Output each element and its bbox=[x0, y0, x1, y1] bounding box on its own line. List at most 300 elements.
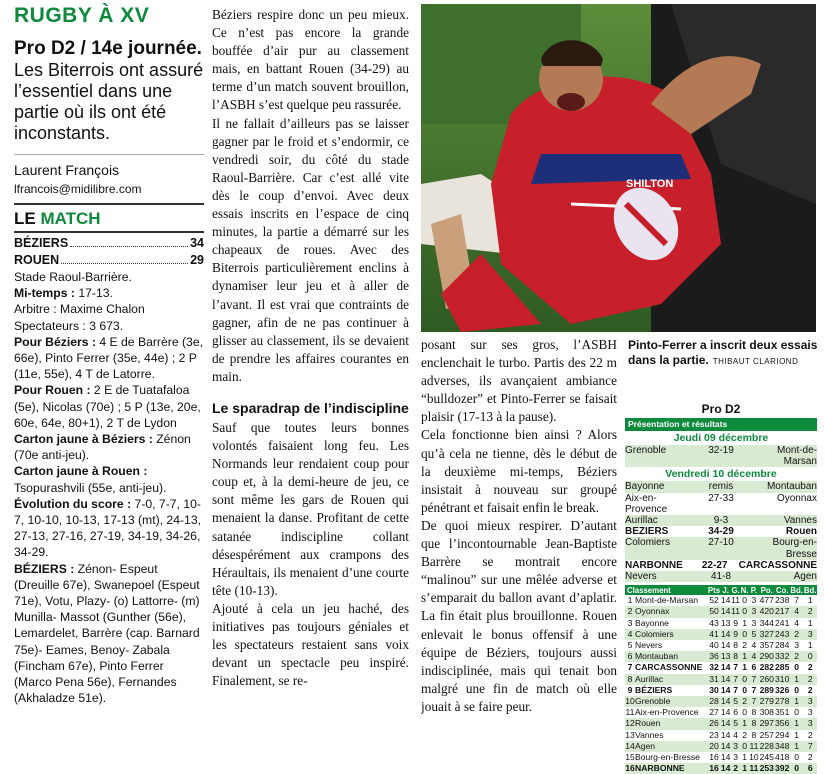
standings-cell: 1 bbox=[807, 617, 813, 628]
standings-cell: 1 bbox=[807, 640, 813, 651]
standings-cell: 16 bbox=[625, 763, 635, 774]
match-detail-label: Carton jaune à Béziers : bbox=[14, 432, 153, 447]
standings-header-cell: P. bbox=[750, 585, 758, 595]
standings-cell: 344 bbox=[759, 617, 774, 628]
standings-cell: 1 bbox=[742, 662, 747, 673]
standings-cell: 3 bbox=[807, 707, 813, 718]
standings-cell: BÉZIERS bbox=[635, 684, 673, 695]
match-detail-label: Pour Béziers : bbox=[14, 334, 96, 349]
standings-cell: 1 bbox=[742, 763, 747, 774]
standings-cell: 50 bbox=[709, 606, 719, 617]
standings-cell: 8 bbox=[751, 707, 757, 718]
standings-cell: 392 bbox=[775, 763, 790, 774]
standings-cell: 243 bbox=[775, 628, 790, 639]
standings-cell: Montauban bbox=[635, 651, 707, 662]
standings-cell: 241 bbox=[775, 617, 790, 628]
standings-cell: 2 bbox=[790, 651, 804, 662]
standings-cell: 14 bbox=[720, 752, 731, 763]
standings-cell: 14 bbox=[720, 696, 731, 707]
match-detail-label: Pour Rouen : bbox=[14, 383, 91, 398]
home-score: 34 bbox=[190, 236, 204, 250]
result-home: Bayonne bbox=[625, 481, 665, 493]
match-title-b: MATCH bbox=[40, 209, 101, 228]
standings-cell: 5 bbox=[627, 640, 633, 651]
result-row bbox=[625, 493, 817, 515]
standings-cell: 7 bbox=[803, 741, 817, 752]
standings-cell: 0 bbox=[742, 740, 747, 751]
standings-cell: 282 bbox=[759, 662, 774, 673]
match-detail-label: Carton jaune à Rouen : bbox=[14, 464, 148, 479]
standings-cell: 9 bbox=[733, 617, 738, 628]
standings-cell: 23 bbox=[709, 729, 719, 740]
standings-row bbox=[625, 662, 817, 673]
standings-row bbox=[625, 651, 817, 662]
match-detail-line bbox=[14, 431, 204, 463]
standings-cell: 11 bbox=[749, 740, 759, 751]
day1-results bbox=[625, 445, 817, 467]
standings-cell: Grenoble bbox=[635, 696, 707, 707]
standings-cell: 2 bbox=[807, 684, 813, 695]
standings-cell: 0 bbox=[742, 673, 747, 684]
standings-cell: 14 bbox=[720, 740, 731, 751]
result-score: 34-29 bbox=[708, 526, 734, 538]
standings-cell: 2 bbox=[742, 729, 747, 740]
standings-cell: 14 bbox=[720, 718, 731, 729]
standings-cell: 7 bbox=[749, 696, 759, 707]
standings-header-cell: G. bbox=[731, 585, 740, 595]
standings-header-cell: Co. bbox=[775, 585, 789, 595]
result-row bbox=[625, 537, 817, 559]
standings-cell: 308 bbox=[759, 707, 774, 718]
standings-cell: 14 bbox=[720, 729, 731, 740]
standings-cell: 297 bbox=[759, 718, 774, 729]
subheading: Le sparadrap de l’indiscipline bbox=[212, 399, 409, 416]
match-detail-line bbox=[14, 285, 204, 301]
standings-cell: 278 bbox=[775, 696, 790, 707]
result-away: Bourg-en-Bresse bbox=[772, 537, 817, 560]
match-detail-line bbox=[14, 496, 204, 561]
standings-cell: 0 bbox=[742, 684, 747, 695]
author-name: Laurent François bbox=[14, 162, 120, 178]
standings-cell: 7 bbox=[733, 684, 738, 695]
standings-cell: 7 bbox=[733, 662, 738, 673]
result-score: remis bbox=[708, 481, 734, 493]
standings-cell: 26 bbox=[709, 718, 719, 729]
standings-cell: 32 bbox=[709, 662, 719, 673]
match-detail-text: Arbitre : Maxime Chalon bbox=[14, 302, 145, 317]
headline-text: Les Biterrois ont assuré l’essentiel dans une partie où ils ont été inconstants. bbox=[14, 60, 204, 143]
match-photo bbox=[421, 4, 816, 332]
standings-cell: 2 bbox=[790, 629, 804, 640]
standings-cell: 2 bbox=[807, 662, 813, 673]
standings-cell: 4 bbox=[749, 651, 759, 662]
away-team: ROUEN bbox=[14, 253, 60, 267]
rugby-player-illustration bbox=[421, 4, 816, 332]
result-row bbox=[625, 481, 817, 492]
standings-cell: 15 bbox=[625, 752, 635, 763]
standings-cell: 1 bbox=[790, 741, 804, 752]
standings-header-cell: Bd. bbox=[790, 585, 803, 595]
standings-cell: 13 bbox=[720, 617, 731, 628]
standings-cell: 30 bbox=[709, 684, 719, 695]
standings-cell: 43 bbox=[709, 617, 719, 628]
standings-cell: 289 bbox=[759, 684, 774, 695]
standings-cell: 6 bbox=[733, 707, 738, 718]
author-email[interactable]: lfrancois@midilibre.com bbox=[14, 182, 142, 196]
result-home: Colomiers bbox=[625, 537, 671, 549]
standings-cell: Mont-de-Marsan bbox=[635, 595, 699, 606]
standings-cell: 3 bbox=[733, 752, 738, 763]
results-band: Présentation et résultats bbox=[625, 418, 817, 431]
standings-cell: Aurillac bbox=[635, 674, 707, 685]
standings-cell: 332 bbox=[775, 651, 790, 662]
standings-cell: 238 bbox=[775, 595, 790, 606]
standings-cell: 1 bbox=[742, 617, 747, 628]
standings-cell: Vannes bbox=[635, 729, 664, 740]
standings-body bbox=[625, 595, 817, 774]
match-detail-line bbox=[14, 334, 204, 383]
standings-cell: 7 bbox=[751, 684, 757, 695]
standings-row bbox=[625, 696, 817, 707]
result-home: Aix-en-Provence bbox=[625, 492, 668, 515]
standings-cell: 4 bbox=[790, 606, 804, 617]
standings-cell: 36 bbox=[709, 651, 719, 662]
standings-row bbox=[625, 752, 817, 763]
match-detail-text: Tsopurashvili (55e, anti-jeu). bbox=[14, 480, 167, 495]
result-row bbox=[625, 445, 817, 467]
away-score: 29 bbox=[190, 253, 204, 267]
standings-cell: 14 bbox=[720, 606, 731, 617]
standings-row bbox=[625, 629, 817, 640]
caption-text: Pinto-Ferrer a inscrit deux essais dans la partie. bbox=[628, 338, 818, 367]
jersey-sponsor: SHILTON bbox=[626, 178, 674, 190]
standings-cell: Bourg-en-Bresse bbox=[635, 752, 700, 763]
standings-cell: 8 bbox=[625, 674, 635, 685]
paragraph: Béziers respire donc un peu mieux. Ce n’est pas encore la grande bouffée d’air pur au classement mais, en battant Rouen (34-29) au terme d’un match souvent brouillon, l’ASBH s’est quelque peu rassurée. bbox=[212, 7, 409, 113]
standings-cell: 16 bbox=[709, 752, 719, 763]
standings-cell: 14 bbox=[720, 640, 731, 651]
article-column-3 bbox=[421, 336, 617, 768]
standings-header-cell: Po. bbox=[760, 585, 773, 595]
standings-cell: 5 bbox=[731, 718, 741, 729]
standings-cell: 11 bbox=[749, 763, 759, 774]
standings-cell: 420 bbox=[759, 606, 774, 617]
standings-cell: Aix-en-Provence bbox=[635, 707, 699, 718]
standings-cell: 3 bbox=[803, 718, 817, 729]
standings-cell: 285 bbox=[775, 662, 790, 673]
standings-cell: 14 bbox=[720, 684, 731, 695]
standings-cell: 14 bbox=[720, 662, 731, 673]
standings-row bbox=[625, 718, 817, 729]
standings-header bbox=[625, 585, 817, 595]
standings-cell: 11 bbox=[625, 707, 635, 718]
match-detail-line bbox=[14, 301, 204, 317]
standings-cell: Oyonnax bbox=[635, 606, 707, 617]
result-row bbox=[625, 526, 817, 537]
standings-cell: NARBONNE bbox=[635, 763, 707, 774]
standings-row bbox=[625, 741, 817, 752]
standings-cell: 14 bbox=[720, 628, 731, 639]
result-home: Aurillac bbox=[625, 515, 658, 527]
standings-cell: 40 bbox=[709, 640, 719, 651]
standings-cell: 2 bbox=[742, 640, 747, 651]
standings-row bbox=[625, 730, 817, 741]
result-home: Grenoble bbox=[625, 445, 667, 456]
standings-cell: 351 bbox=[775, 707, 790, 718]
standings-cell: 2 bbox=[625, 606, 635, 617]
result-home: Nevers bbox=[625, 571, 657, 583]
standings-cell: 0 bbox=[742, 707, 747, 718]
result-away: Agen bbox=[793, 571, 817, 583]
match-detail-line bbox=[14, 463, 204, 495]
standings-cell: 3 bbox=[749, 606, 759, 617]
standings-cell: Rouen bbox=[635, 718, 707, 729]
standings-cell: 6 bbox=[625, 651, 635, 662]
standings-cell: 4 bbox=[751, 640, 757, 651]
standings-cell: 10 bbox=[749, 752, 759, 763]
standings-row bbox=[625, 674, 817, 685]
standings-cell: 8 bbox=[749, 718, 759, 729]
day2-results bbox=[625, 481, 817, 582]
match-scoreboard bbox=[14, 231, 204, 269]
match-detail-line bbox=[14, 382, 204, 431]
paragraph: Cela fonctionne bien ainsi ? Alors qu’à cela ne tienne, dès le début de la deuxième mi-temps, Béziers insistait à nouveau sur groupé pénétrant et faisait enfin le break. bbox=[421, 427, 617, 515]
standings-row bbox=[625, 763, 817, 774]
result-home: BEZIERS bbox=[625, 526, 669, 538]
standings-cell: 8 bbox=[733, 640, 738, 651]
home-team: BÉZIERS bbox=[14, 236, 69, 250]
standings-cell: 5 bbox=[731, 696, 741, 707]
day-heading: Vendredi 10 décembre bbox=[665, 468, 777, 481]
result-away: Vannes bbox=[783, 515, 817, 527]
standings-cell: 357 bbox=[759, 640, 774, 651]
result-away: CARCASSONNE bbox=[738, 559, 817, 571]
standings-cell: 14 bbox=[720, 595, 731, 606]
standings-cell: 4 bbox=[625, 629, 635, 640]
standings-cell: 228 bbox=[759, 740, 774, 751]
standings-cell: 1 bbox=[807, 595, 813, 606]
standings-cell: 1 bbox=[742, 718, 747, 729]
divider bbox=[14, 154, 204, 155]
results-box bbox=[625, 402, 817, 774]
match-detail-text: Spectateurs : 3 673. bbox=[14, 318, 124, 333]
standings-cell: 7 bbox=[627, 662, 633, 673]
standings-cell: 2 bbox=[742, 696, 747, 707]
standings-cell: 1 bbox=[742, 651, 747, 662]
standings-header-cell: Pts bbox=[707, 585, 721, 595]
standings-cell: 290 bbox=[759, 651, 774, 662]
standings-cell: 327 bbox=[759, 628, 774, 639]
standings-cell: Bayonne bbox=[635, 617, 669, 628]
standings-cell: 12 bbox=[625, 718, 635, 729]
paragraph: posant sur ses gros, l’ASBH enclenchait le turbo. Partis des 22 m adverses, ils avançaient ambiance “bulldozer” et Pinto-Ferrer se faisait plaisir (17-13 à la pause). bbox=[421, 337, 617, 425]
standings-cell: 6 bbox=[803, 763, 817, 774]
standings-cell: 3 bbox=[627, 617, 633, 628]
standings-cell: 0 bbox=[794, 752, 800, 763]
standings-cell: 1 bbox=[794, 729, 800, 740]
standings-cell: 14 bbox=[720, 673, 731, 684]
standings-cell: 11 bbox=[731, 595, 741, 606]
match-detail-text: Stade Raoul-Barrière. bbox=[14, 270, 132, 284]
standings-cell: 279 bbox=[759, 696, 774, 707]
standings-row bbox=[625, 640, 817, 651]
match-detail-text: 17-13. bbox=[74, 286, 113, 301]
standings-cell: 3 bbox=[731, 741, 741, 752]
standings-cell: 5 bbox=[749, 629, 759, 640]
result-row bbox=[625, 560, 817, 571]
standings-cell: 8 bbox=[751, 729, 757, 740]
standings-cell: 0 bbox=[742, 606, 747, 617]
paragraph: Ajouté à cela un jeu haché, des initiatives pas toujours géniales et les spectateurs restaient sans voix devant un spectacle peu inspiré. Finalement, se re- bbox=[212, 600, 409, 689]
standings-cell: CARCASSONNE bbox=[635, 662, 703, 673]
standings-cell: 3 bbox=[751, 617, 757, 628]
standings-cell: 3 bbox=[803, 629, 817, 640]
match-detail-line bbox=[14, 561, 204, 707]
standings-cell: 257 bbox=[759, 729, 774, 740]
standings-cell: 3 bbox=[794, 640, 800, 651]
standings-cell: 326 bbox=[775, 684, 790, 695]
match-detail-text: 4 E de Barrère (3e, 66e), Pinto Ferrer (35e, 44e) ; 2 P (11e, 55e), 4 T de Latorre. bbox=[14, 334, 203, 382]
section-label: RUGBY À XV bbox=[14, 4, 150, 27]
day-heading: Jeudi 09 décembre bbox=[673, 432, 769, 444]
headline-strong: Pro D2 / 14e journée. bbox=[14, 38, 202, 59]
standings-cell: 1 bbox=[627, 595, 633, 606]
match-box-title bbox=[14, 203, 204, 231]
standings-cell: 1 bbox=[790, 674, 804, 685]
standings-header-cell: Classement bbox=[625, 585, 707, 595]
match-detail-line bbox=[14, 318, 204, 334]
standings-cell: 310 bbox=[775, 673, 790, 684]
result-row bbox=[625, 515, 817, 526]
standings-cell: 10 bbox=[625, 696, 635, 707]
standings-cell: 3 bbox=[803, 696, 817, 707]
standings-cell: 294 bbox=[775, 729, 790, 740]
result-score: 41-8 bbox=[710, 571, 731, 583]
results-title: Pro D2 bbox=[701, 402, 741, 416]
standings-cell: 9 bbox=[731, 629, 741, 640]
match-detail-line bbox=[14, 269, 204, 285]
standings-row bbox=[625, 618, 817, 629]
standings-cell: 8 bbox=[731, 651, 741, 662]
standings-cell: 0 bbox=[790, 763, 804, 774]
standings-cell: 31 bbox=[709, 673, 719, 684]
standings-table bbox=[625, 585, 817, 774]
standings-cell: 253 bbox=[759, 763, 774, 774]
standings-cell: 2 bbox=[803, 606, 817, 617]
standings-row bbox=[625, 595, 817, 606]
match-title-a: LE bbox=[14, 209, 41, 228]
standings-cell: 2 bbox=[807, 729, 813, 740]
match-detail-text: Zénon (70e anti-jeu). bbox=[14, 432, 191, 463]
standings-cell: 1 bbox=[790, 696, 804, 707]
result-row bbox=[625, 571, 817, 582]
result-away: Rouen bbox=[785, 526, 817, 538]
standings-cell: 2 bbox=[731, 763, 741, 774]
standings-cell: 1 bbox=[742, 752, 747, 763]
standings-cell: 1 bbox=[790, 718, 804, 729]
standings-cell: 0 bbox=[794, 662, 800, 673]
standings-header-cell: J. bbox=[722, 585, 729, 595]
standings-cell: 356 bbox=[775, 718, 790, 729]
standings-cell: 477 bbox=[759, 595, 774, 606]
standings-cell: 0 bbox=[742, 595, 747, 606]
match-detail-text: 7-0, 7-7, 10-7, 10-10, 10-13, 17-13 (mt), 24-13, 27-13, 27-16, 27-19, 34-19, 34-26, 34-29. bbox=[14, 496, 201, 560]
match-details bbox=[14, 269, 204, 706]
standings-cell: 41 bbox=[709, 628, 719, 639]
result-home: NARBONNE bbox=[625, 559, 683, 571]
standings-cell: 13 bbox=[720, 651, 731, 662]
standings-cell: 4 bbox=[733, 729, 738, 740]
standings-cell: 52 bbox=[709, 595, 719, 606]
paragraph: Il ne fallait d’ailleurs pas se laisser gagner par le froid et s’endormir, ce vendredi soir, du côté du stade Raoul-Barrière. Car c’est allé vite dès le coup d’envoi. Avec deux essais inscrits en l’espace de cinq minutes, la partie a démarré sur les chapeaux de roues. Avec des Biterrois particulièrement enclins à dynamiser leur jeu et à aller de l’avant. Il est vrai que contraints de gagner, afin de ne pas continuer à glisser au classement, ils se devaient de prendre les affaires courantes en main. bbox=[212, 115, 409, 384]
standings-cell: 3 bbox=[751, 595, 757, 606]
standings-header-cell: N. bbox=[740, 585, 749, 595]
standings-cell: 7 bbox=[794, 595, 800, 606]
result-away: Oyonnax bbox=[776, 492, 817, 504]
article-column-2 bbox=[212, 6, 409, 771]
standings-cell: 14 bbox=[720, 707, 731, 718]
photo-caption bbox=[628, 338, 818, 369]
standings-cell: 2 bbox=[803, 674, 817, 685]
standings-cell: 418 bbox=[775, 752, 790, 763]
match-detail-label: Évolution du score : bbox=[14, 496, 132, 511]
standings-cell: 284 bbox=[775, 640, 790, 651]
result-score: 32-19 bbox=[708, 445, 734, 456]
standings-cell: 245 bbox=[759, 752, 774, 763]
standings-cell: 9 bbox=[627, 684, 633, 695]
standings-row bbox=[625, 685, 817, 696]
standings-cell: 11 bbox=[731, 606, 741, 617]
standings-header-cell: Bd. bbox=[803, 585, 817, 595]
paragraph: Sauf que toutes leurs bonnes volontés faisaient long feu. Les Normands leur rendaient coup pour coup et, à la demi-heure de jeu, ce sont même les gars de Rouen qui menaient la danse. Profitant de cette satanée indiscipline collant désespérément aux crampons des Héraultais, ils menaient d’une courte tête (10-13). bbox=[212, 419, 409, 598]
match-detail-label: BÉZIERS : bbox=[14, 561, 75, 576]
result-away: Montauban bbox=[766, 481, 817, 493]
standings-cell: 28 bbox=[709, 696, 719, 707]
standings-cell: 14 bbox=[625, 740, 635, 751]
match-detail-text: Zénon- Espeut (Dreuille 67e), Swanepoel (Espeut 71e), Votu, Plazy- (o) Lattorre- (m) Munilla- Massot (Gunther (56e), Lemardelet, Barrère (cap. Barnard 75e)- Eames, Benoy- Zabala (Fincham 67e), Pinto Ferrer (Marco Pena 56e), Fernandes (Akhaladze 51e). bbox=[14, 561, 200, 706]
standings-row bbox=[625, 606, 817, 617]
standings-cell: 27 bbox=[709, 707, 719, 718]
standings-cell: 260 bbox=[759, 673, 774, 684]
photo-credit: THIBAUT CLARIOND bbox=[712, 357, 799, 366]
standings-cell: Colomiers bbox=[635, 629, 707, 640]
result-score: 27-10 bbox=[708, 537, 734, 549]
standings-cell: 217 bbox=[775, 606, 790, 617]
standings-cell: 16 bbox=[709, 763, 719, 774]
result-away: Mont-de-Marsan bbox=[776, 445, 817, 468]
standings-cell: 348 bbox=[775, 740, 790, 751]
standings-row bbox=[625, 707, 817, 718]
match-detail-label: Mi-temps : bbox=[14, 286, 75, 301]
result-score: 27-33 bbox=[708, 492, 734, 504]
standings-cell: 0 bbox=[742, 628, 747, 639]
match-detail-text: 2 E de Tuatafaloa (5e), Nicolas (70e) ; 5 P (13e, 20e, 60e, 64e, 80+1), 2 T de Lydon bbox=[14, 383, 201, 430]
result-score: 22-27 bbox=[701, 559, 728, 571]
standings-cell: 4 bbox=[794, 617, 800, 628]
standings-cell: 0 bbox=[794, 707, 800, 718]
standings-cell: 0 bbox=[803, 651, 817, 662]
standings-cell: 20 bbox=[709, 740, 719, 751]
score-row-home bbox=[14, 235, 204, 252]
standings-cell: 6 bbox=[751, 662, 757, 673]
standings-cell: 7 bbox=[749, 674, 759, 685]
standings-cell: Agen bbox=[635, 741, 707, 752]
standings-cell: 0 bbox=[794, 684, 800, 695]
result-score: 9-3 bbox=[713, 515, 729, 527]
standings-cell: 14 bbox=[720, 763, 731, 774]
standings-cell: Nevers bbox=[635, 640, 663, 651]
standings-cell: 2 bbox=[807, 752, 813, 763]
